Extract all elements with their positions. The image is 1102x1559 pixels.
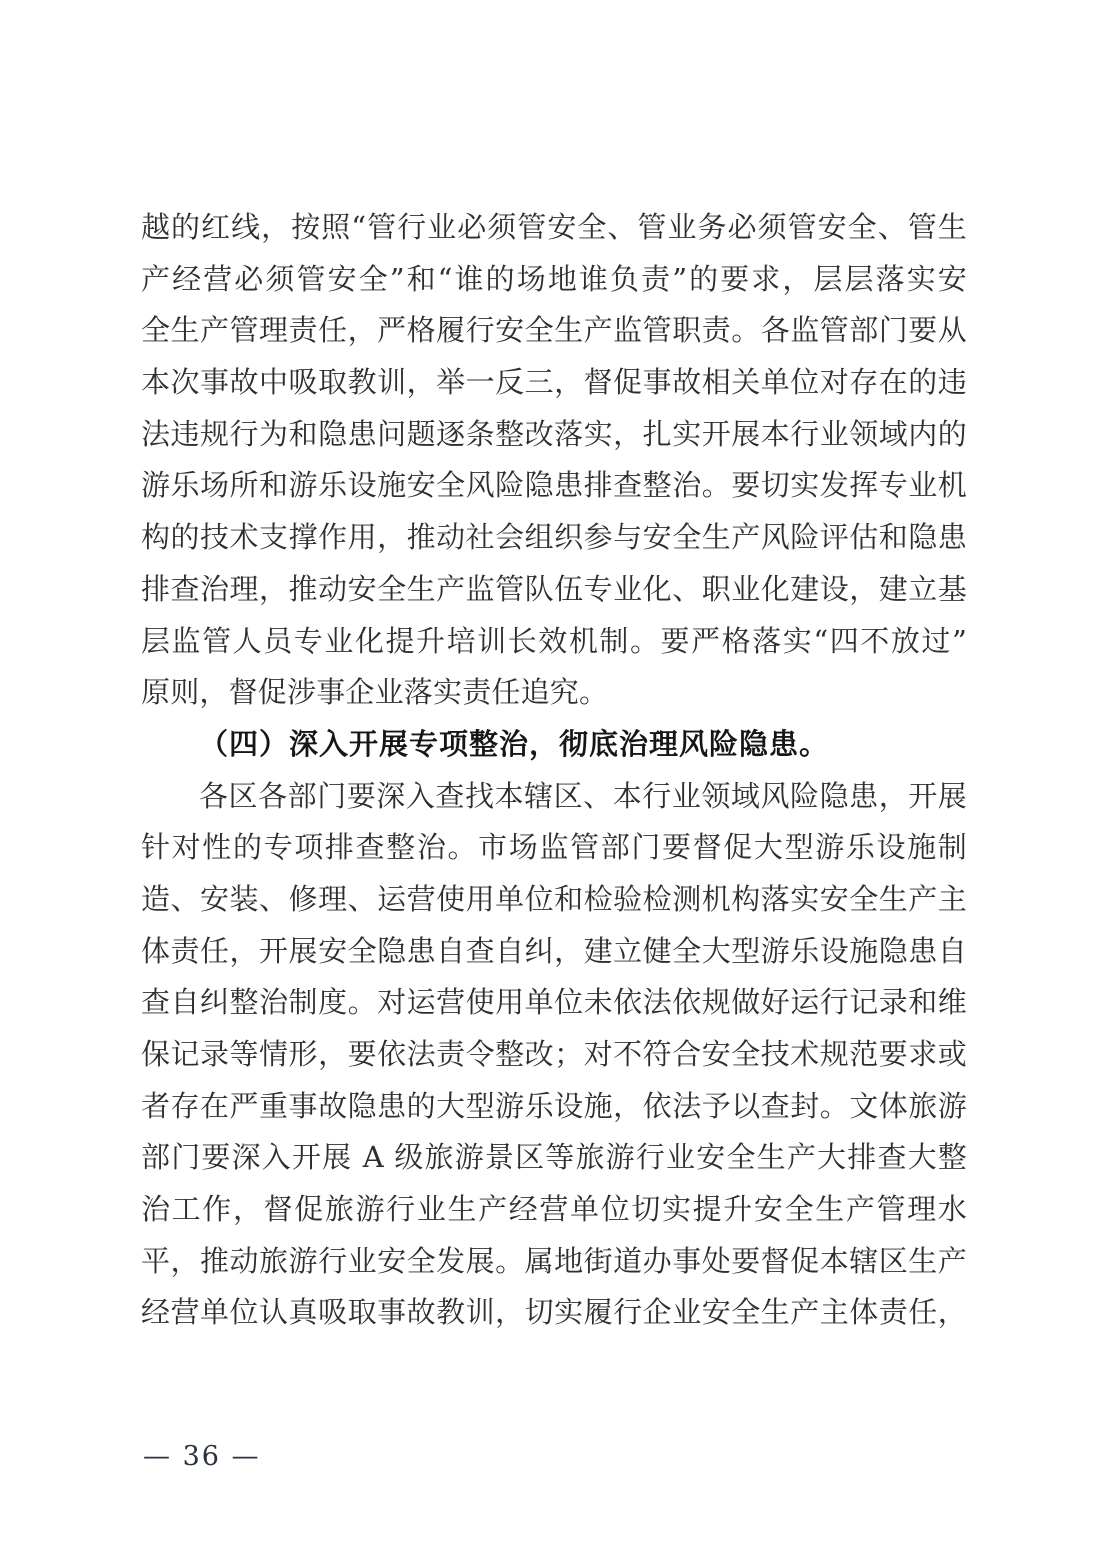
section-heading: （四）深入开展专项整治，彻底治理风险隐患。	[199, 726, 830, 761]
text-line: 保记录等情形，要依法责令整改；对不符合安全技术规范要求或	[141, 1037, 967, 1071]
text-line: 游乐场所和游乐设施安全风险隐患排查整治。要切实发挥专业机	[141, 468, 967, 503]
text-line: 造、安装、修理、运营使用单位和检验检测机构落实安全生产主	[141, 881, 967, 916]
page-number: — 36 —	[143, 1441, 261, 1472]
text-line: 治工作，督促旅游行业生产经营单位切实提升安全生产管理水	[141, 1192, 967, 1227]
text-line: 体责任，开展安全隐患自查自纠，建立健全大型游乐设施隐患自	[141, 933, 967, 968]
text-line: 法违规行为和隐患问题逐条整改落实，扎实开展本行业领域内的	[141, 416, 967, 451]
text-line: 本次事故中吸取教训，举一反三，督促事故相关单位对存在的违	[141, 365, 967, 400]
text-line: 经营单位认真吸取事故教训，切实履行企业安全生产主体责任，	[141, 1295, 967, 1330]
paragraph-continued	[141, 202, 967, 719]
text-line: 排查治理，推动安全生产监管队伍专业化、职业化建设，建立基	[141, 571, 967, 606]
text-line: 构的技术支撑作用，推动社会组织参与安全生产风险评估和隐患	[141, 520, 967, 555]
text-line: 各区各部门要深入查找本辖区、本行业领域风险隐患，开展	[199, 778, 967, 813]
text-line: 层监管人员专业化提升培训长效机制。要严格落实“四不放过”	[141, 623, 967, 658]
text-line: 查自纠整治制度。对运营使用单位未依法依规做好运行记录和维	[141, 985, 967, 1020]
page-body	[141, 202, 967, 1339]
text-line: 部门要深入开展 A 级旅游景区等旅游行业安全生产大排查大整	[141, 1140, 967, 1175]
text-line: 越的红线，按照“管行业必须管安全、管业务必须管安全、管生	[141, 210, 967, 244]
text-line: 者存在严重事故隐患的大型游乐设施，依法予以查封。文体旅游	[141, 1088, 967, 1123]
paragraph	[141, 771, 967, 1340]
text-line: 针对性的专项排查整治。市场监管部门要督促大型游乐设施制	[141, 830, 967, 865]
text-line: 产经营必须管安全”和“谁的场地谁负责”的要求，层层落实安	[141, 261, 967, 296]
text-line: 原则，督促涉事企业落实责任追究。	[141, 675, 609, 710]
text-line: 平，推动旅游行业安全发展。属地街道办事处要督促本辖区生产	[141, 1243, 967, 1278]
text-line: 全生产管理责任，严格履行安全生产监管职责。各监管部门要从	[141, 313, 967, 348]
